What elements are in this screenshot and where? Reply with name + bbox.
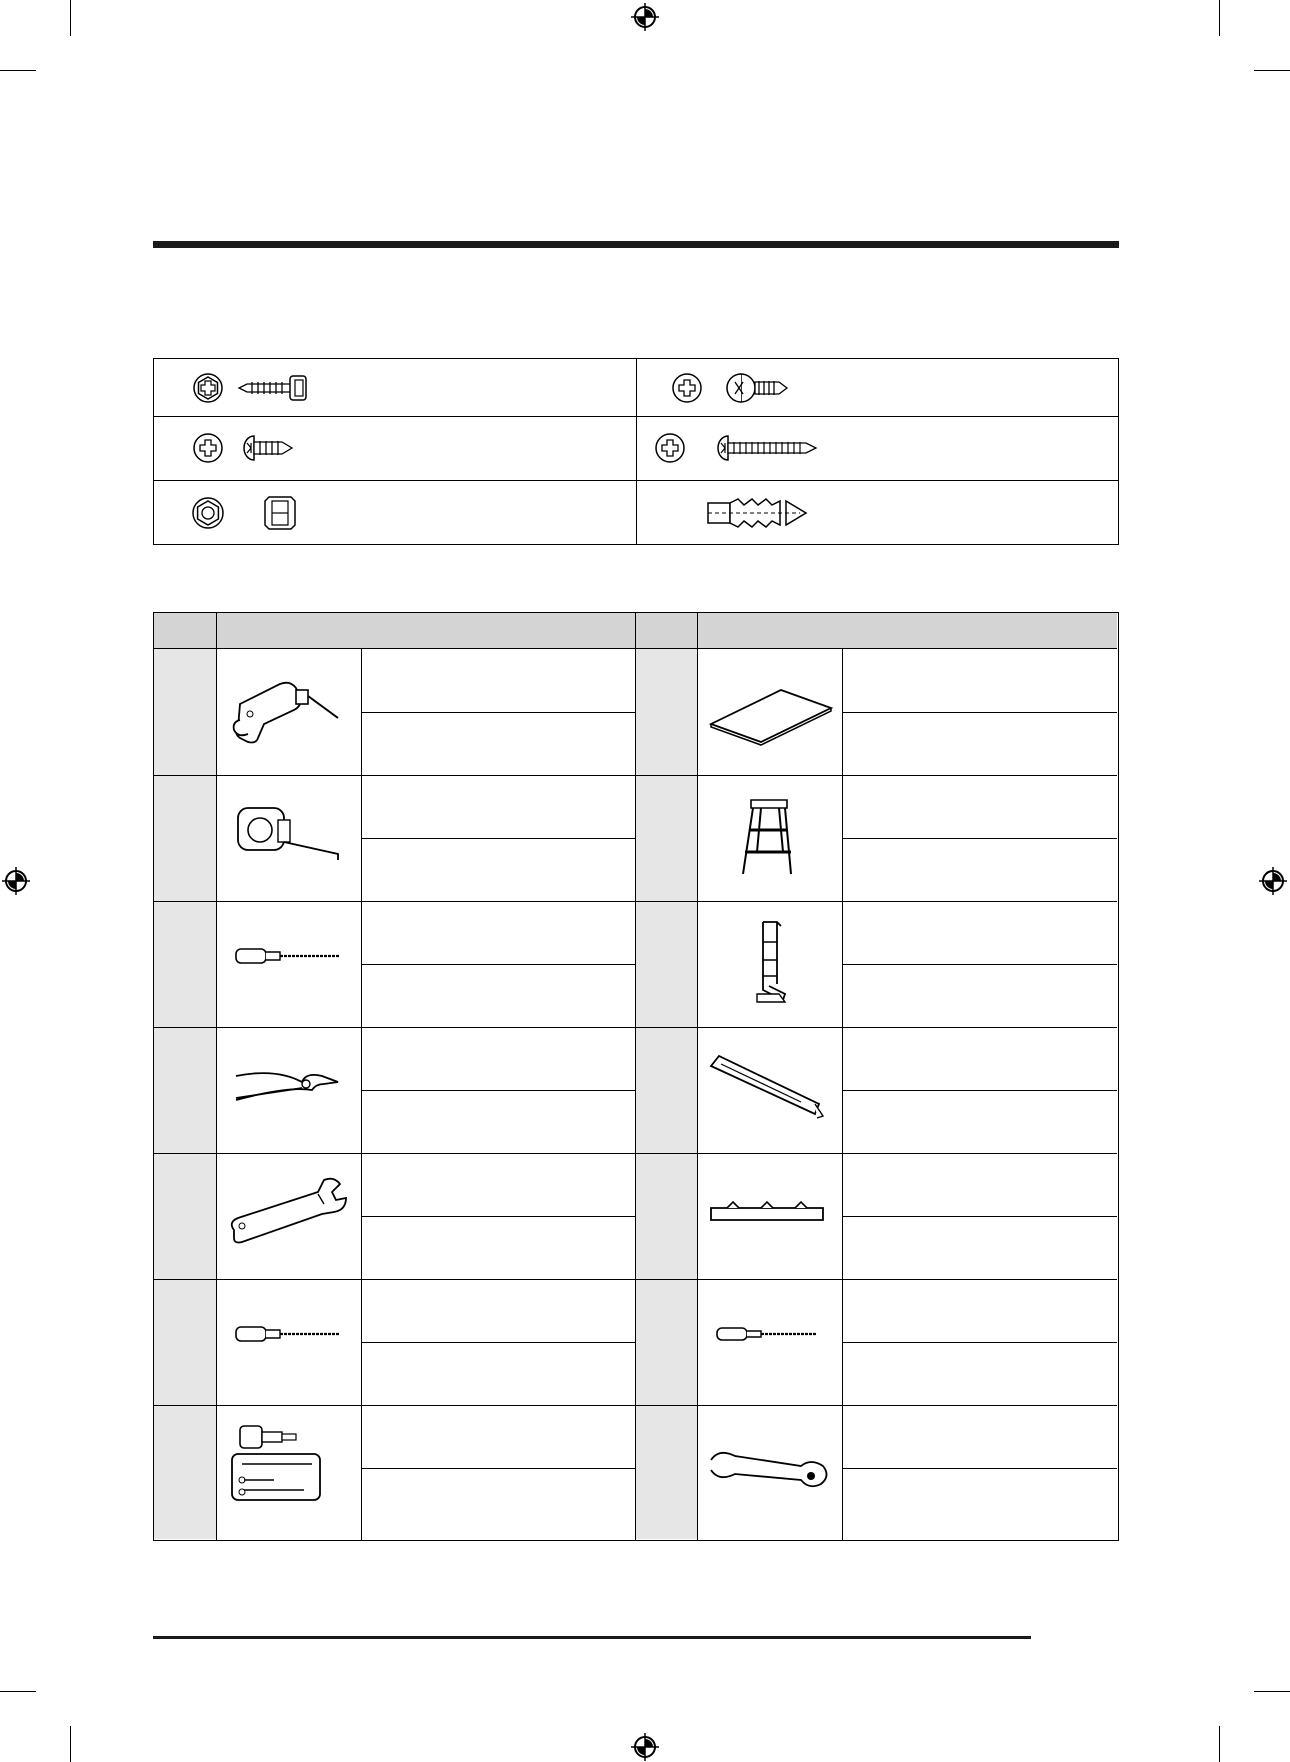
level-icon xyxy=(701,1168,841,1264)
hand-truck-icon xyxy=(701,916,841,1012)
crop-mark xyxy=(0,1691,36,1692)
phillips-tapping-screw-icon xyxy=(671,370,791,406)
phillips-long-screw-icon xyxy=(654,430,824,466)
subrow-divider xyxy=(361,1468,635,1469)
crop-mark xyxy=(1254,70,1290,71)
tape-measure-icon xyxy=(220,790,360,886)
subrow-divider xyxy=(842,838,1117,839)
registration-mark-icon xyxy=(2,867,30,895)
socket-set-icon xyxy=(220,1420,360,1516)
crop-mark xyxy=(70,1726,71,1762)
subrow-divider xyxy=(842,1216,1117,1217)
crop-mark xyxy=(1219,0,1220,36)
utility-knife-icon xyxy=(701,1042,841,1138)
pliers-icon xyxy=(220,1042,360,1138)
column-divider xyxy=(842,649,843,1540)
row-divider xyxy=(154,1027,1117,1028)
screwdriver-small-icon xyxy=(701,1294,841,1390)
subrow-divider xyxy=(361,1342,635,1343)
row-divider xyxy=(154,1279,1117,1280)
subrow-divider xyxy=(361,838,635,839)
registration-mark-icon xyxy=(631,1733,659,1761)
wall-anchor-icon xyxy=(706,493,826,533)
header-rule xyxy=(153,241,1119,248)
subrow-divider xyxy=(842,1342,1117,1343)
screw-table xyxy=(153,358,1119,545)
subrow-divider xyxy=(842,964,1117,965)
column-divider xyxy=(697,613,698,1540)
registration-mark-icon xyxy=(631,3,659,31)
hex-nut-icon xyxy=(192,493,312,533)
column-divider xyxy=(361,649,362,1540)
tools-table xyxy=(153,612,1119,1541)
column-divider xyxy=(216,613,217,1540)
subrow-divider xyxy=(842,712,1117,713)
row-divider xyxy=(154,1405,1117,1406)
column-divider xyxy=(636,359,637,544)
open-wrench-icon xyxy=(701,1420,841,1516)
step-ladder-icon xyxy=(701,790,841,886)
screwdriver-icon xyxy=(220,1294,360,1390)
row-divider xyxy=(154,901,1117,902)
screwdriver-icon xyxy=(220,916,360,1012)
drill-icon xyxy=(220,664,360,760)
subrow-divider xyxy=(842,1090,1117,1091)
phillips-truss-screw-icon xyxy=(192,430,312,466)
adjustable-wrench-icon xyxy=(220,1168,360,1264)
crop-mark xyxy=(70,0,71,36)
crop-mark xyxy=(1254,1691,1290,1692)
footer-rule xyxy=(153,1636,1031,1639)
subrow-divider xyxy=(361,712,635,713)
hex-washer-screw-icon xyxy=(192,370,312,406)
column-divider xyxy=(635,613,636,1540)
crop-mark xyxy=(1219,1726,1220,1762)
row-divider xyxy=(154,775,1117,776)
row-divider xyxy=(154,1153,1117,1154)
subrow-divider xyxy=(842,1468,1117,1469)
protective-sheet-icon xyxy=(701,664,841,760)
crop-mark xyxy=(0,70,36,71)
subrow-divider xyxy=(361,964,635,965)
subrow-divider xyxy=(361,1090,635,1091)
subrow-divider xyxy=(361,1216,635,1217)
registration-mark-icon xyxy=(1259,867,1287,895)
